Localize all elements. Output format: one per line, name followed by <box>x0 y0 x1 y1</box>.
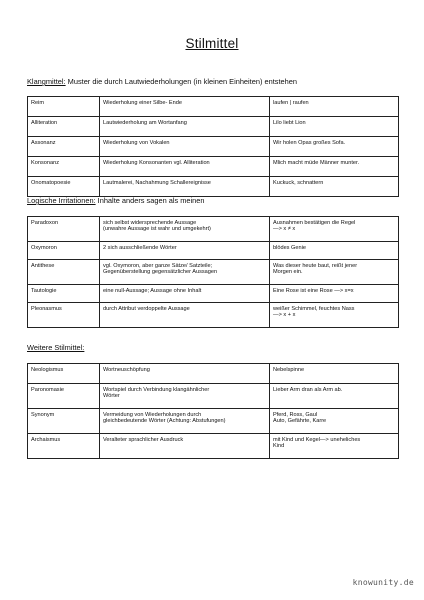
example-cell: Kuckuck, schnattern <box>270 177 399 197</box>
table-row <box>28 364 399 384</box>
example-cell: Ausnahmen bestätigen die Regel —> x ≠ x <box>270 217 399 242</box>
table-row <box>28 217 399 242</box>
table-row <box>28 260 399 285</box>
example-cell: Nebelspinne <box>270 364 399 384</box>
example-cell: Lilo liebt Lion <box>270 117 399 137</box>
table-klangmittel <box>27 96 399 197</box>
section-heading-text: Muster die durch Lautwiederholungen (in kleinen Einheiten) entstehen <box>65 77 297 86</box>
definition-cell: Lautmalerei, Nachahmung Schallereignisse <box>100 177 270 197</box>
section-heading-logische-irritationen <box>27 196 205 205</box>
section-heading-klangmittel <box>27 77 297 86</box>
table-row <box>28 117 399 137</box>
term-cell: Assonanz <box>28 137 100 157</box>
definition-cell: eine null-Aussage; Aussage ohne Inhalt <box>100 285 270 303</box>
term-cell: Neologismus <box>28 364 100 384</box>
table-row <box>28 242 399 260</box>
example-cell: mit Kind und Kegel—> uneheliches Kind <box>270 434 399 459</box>
term-cell: Paradoxon <box>28 217 100 242</box>
table-row <box>28 285 399 303</box>
example-cell: weißer Schimmel, feuchtes Nass —> x + x <box>270 303 399 328</box>
term-cell: Tautologie <box>28 285 100 303</box>
table-row <box>28 97 399 117</box>
section-heading-text: Inhalte anders sagen als meinen <box>95 196 205 205</box>
term-cell: Oxymoron <box>28 242 100 260</box>
example-cell: Eine Rose ist eine Rose —> x=x <box>270 285 399 303</box>
section-heading-label: Logische Irritationen: <box>27 196 96 205</box>
section-heading-label: Weitere Stilmittel: <box>27 343 85 352</box>
example-cell: Lieber Arm dran als Arm ab. <box>270 384 399 409</box>
section-heading-weitere-stilmittel <box>27 343 84 352</box>
term-cell: Reim <box>28 97 100 117</box>
definition-cell: sich selbst widersprechende Aussage (unwahre Aussage ist wahr und umgekehrt) <box>100 217 270 242</box>
table-row <box>28 157 399 177</box>
example-cell: Wir holen Opas großes Sofa. <box>270 137 399 157</box>
example-cell: Mlich macht müde Männer munter. <box>270 157 399 177</box>
term-cell: Synonym <box>28 409 100 434</box>
table-row <box>28 409 399 434</box>
example-cell: Was dieser heute baut, reißt jener Morgen ein. <box>270 260 399 285</box>
table-weitere-stilmittel <box>27 363 399 459</box>
definition-cell: 2 sich ausschließende Wörter <box>100 242 270 260</box>
term-cell: Paronomasie <box>28 384 100 409</box>
definition-cell: Wiederholung Konsonanten vgl. Alliteration <box>100 157 270 177</box>
term-cell: Pleonasmus <box>28 303 100 328</box>
term-cell: Alliteration <box>28 117 100 137</box>
definition-cell: Lautwiederholung am Wortanfang <box>100 117 270 137</box>
example-cell: Pferd, Ross, Gaul Auto, Gefährte, Karre <box>270 409 399 434</box>
table-row <box>28 384 399 409</box>
example-cell: blödes Genie <box>270 242 399 260</box>
term-cell: Onomatopoesie <box>28 177 100 197</box>
definition-cell: Wortspiel durch Verbindung klangähnlicher Wörter <box>100 384 270 409</box>
definition-cell: durch Attribut verdoppelte Aussage <box>100 303 270 328</box>
term-cell: Konsonanz <box>28 157 100 177</box>
term-cell: Antithese <box>28 260 100 285</box>
definition-cell: Wortneuschöpfung <box>100 364 270 384</box>
table-logische-irritationen <box>27 216 399 328</box>
table-row <box>28 137 399 157</box>
definition-cell: Vermeidung von Wiederholungen durch gleichbedeutende Wörter (Achtung: Abstufungen) <box>100 409 270 434</box>
definition-cell: Wiederholung von Vokalen <box>100 137 270 157</box>
watermark: knowunity.de <box>352 578 414 587</box>
term-cell: Archaismus <box>28 434 100 459</box>
definition-cell: vgl. Oxymoron, aber ganze Sätze/ Satzteile; Gegenüberstellung gegensätzlicher Aussagen <box>100 260 270 285</box>
table-row <box>28 303 399 328</box>
definition-cell: Wiederholung einer Silbe- Ende <box>100 97 270 117</box>
table-row <box>28 177 399 197</box>
example-cell: laufen | raufen <box>270 97 399 117</box>
definition-cell: Veralteter sprachlicher Ausdruck <box>100 434 270 459</box>
section-heading-label: Klangmittel: <box>27 77 66 86</box>
page-title: Stilmittel <box>185 36 239 51</box>
table-row <box>28 434 399 459</box>
